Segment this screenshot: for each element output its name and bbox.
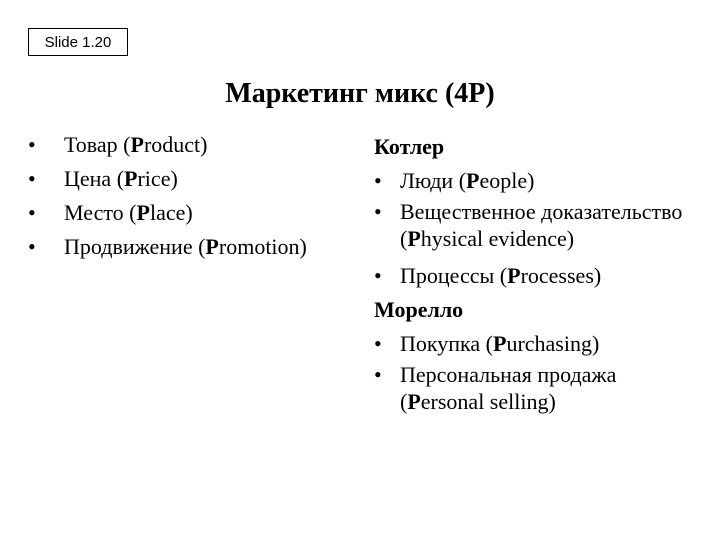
list-item-personal-selling: • Персональная продажа (Personal selling) <box>374 362 617 414</box>
list-item-place: • Место (Place) <box>28 196 307 230</box>
four-p-list <box>28 128 307 264</box>
bullet: • <box>28 200 36 225</box>
bullet: • <box>374 362 382 387</box>
list-item-price: • Цена (Price) <box>28 162 307 196</box>
list-item-processes: • Процессы (Processes) <box>374 259 704 293</box>
slide-number-label: Slide 1.20 <box>28 28 128 56</box>
bullet: • <box>374 199 382 224</box>
bullet: • <box>28 132 36 157</box>
bullet: • <box>28 234 36 259</box>
bullet: • <box>28 166 36 191</box>
list-item-physical-evidence: • Вещественное доказательство (Physical evidence) <box>374 199 683 251</box>
extended-p-list <box>374 130 704 422</box>
list-item-promotion: • Продвижение (Promotion) <box>28 230 307 264</box>
list-item-purchasing: • Покупка (Purchasing) <box>374 327 704 361</box>
bullet: • <box>374 263 382 288</box>
morello-heading: Морелло <box>374 297 464 322</box>
kotler-heading: Котлер <box>374 134 445 159</box>
list-item-people: • Люди (People) <box>374 164 704 198</box>
bullet: • <box>374 168 382 193</box>
slide-title: Маркетинг микс (4P) <box>225 78 495 109</box>
list-item-product: • Товар (Product) <box>28 128 307 162</box>
bullet: • <box>374 331 382 356</box>
